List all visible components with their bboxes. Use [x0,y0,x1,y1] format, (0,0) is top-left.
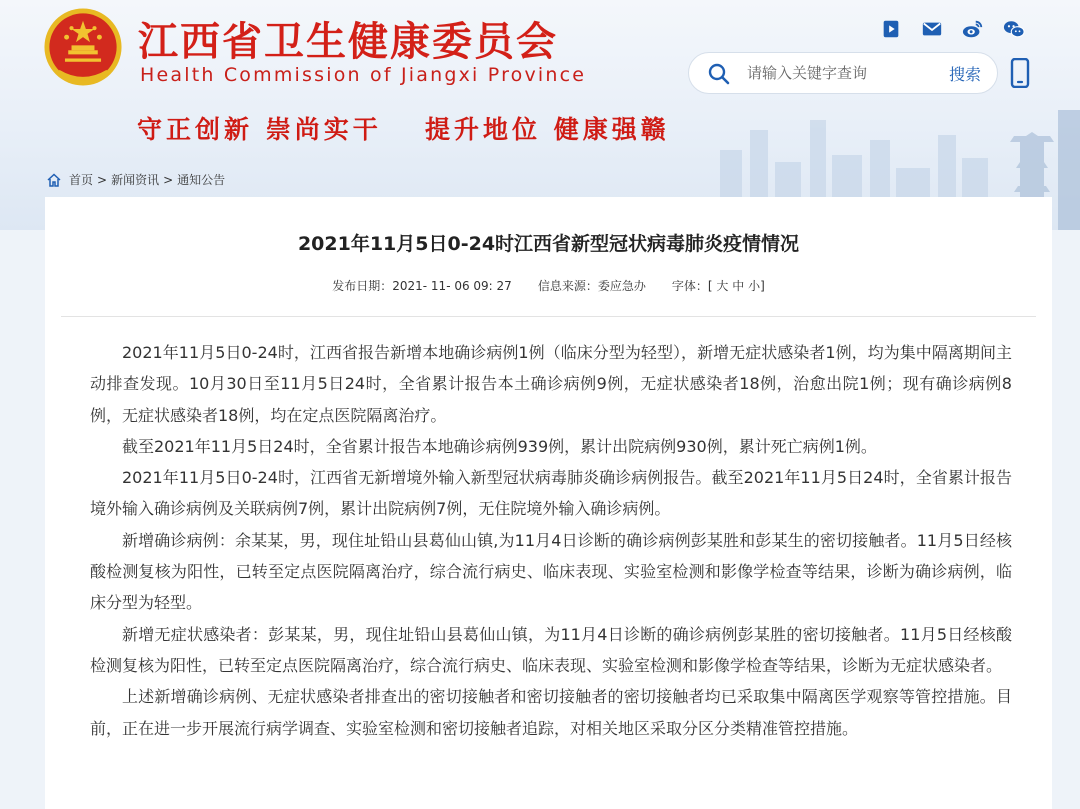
article-paragraph: 2021年11月5日0-24时，江西省无新增境外输入新型冠状病毒肺炎确诊病例报告。截至2021年11月5日24时，全省累计报告境外输入确诊病例及关联病例7例，累计出院病例7例，无住院境外输入确诊病例。 [90,468,1012,519]
article-paragraph: 上述新增确诊病例、无症状感染者排查出的密切接触者和密切接触者的密切接触者均已采取集中隔离医学观察等管控措施。目前，正在进一步开展流行病学调查、实验室检测和密切接触者追踪，对相关地区采取分区分类精准管控措施。 [90,687,1012,738]
article-card [45,197,1052,809]
article-paragraph: 截至2021年11月5日24时，全省累计报告本地确诊病例939例，累计出院病例930例，累计死亡病例1例。 [122,436,877,456]
breadcrumb-separator: > [163,172,174,187]
article-paragraph: 新增确诊病例：余某某，男，现住址铅山县葛仙山镇,为11月4日诊断的确诊病例彭某胜和彭某生的密切接触者。11月5日经核酸检测复核为阳性，已转至定点医院隔离治疗，综合流行病史、临床表现、实验室检测和影像学检查等结果，诊断为确诊病例，临床分型为轻型。 [90,530,1012,613]
source-value: 委应急办 [597,279,646,293]
slogan-right: 提升地位 健康强赣 [425,115,670,144]
search-button[interactable]: 搜索 [939,60,991,86]
top-icon-bar [880,18,1025,40]
breadcrumb-news[interactable]: 新闻资讯 [111,173,160,187]
national-emblem-icon [42,6,124,88]
font-small-link[interactable]: 小 [748,279,761,293]
article-paragraph: 新增无症状感染者：彭某某，男，现住址铅山县葛仙山镇，为11月4日诊断的确诊病例彭某胜的密切接触者。11月5日经核酸检测复核为阳性，已转至定点医院隔离治疗，综合流行病史、临床表现、实验室检测和影像学检查等结果，诊断为无症状感染者。 [90,624,1012,675]
slogan-left: 守正创新 崇尚实干 [137,115,382,144]
font-medium-link[interactable]: 中 [732,279,745,293]
video-icon[interactable] [880,18,902,40]
title-divider [61,316,1036,317]
search-box [688,52,998,94]
site-title: 江西省卫生健康委员会 [138,18,558,65]
article-meta [45,277,1052,294]
breadcrumb-separator: > [97,172,108,187]
weibo-icon[interactable] [962,18,984,40]
mobile-icon[interactable] [1010,58,1030,88]
font-size-label: 字体： [671,279,708,293]
font-bracket-close: ] [760,279,765,293]
search-input[interactable] [747,61,927,85]
article-paragraph: 2021年11月5日0-24时，江西省报告新增本地确诊病例1例（临床分型为轻型），新增无症状感染者1例，均为集中隔离期间主动排查发现。10月30日至11月5日24时，全省累计报告本土确诊病例9例，无症状感染者18例，治愈出院1例；现有确诊病例8例，无症状感染者18例，均在定点医院隔离治疗。 [90,343,1012,425]
source-label: 信息来源： [537,279,598,293]
article-body [90,337,1012,744]
breadcrumb-home[interactable]: 首页 [69,173,94,187]
home-icon [46,172,62,188]
publish-date: 2021- 11- 06 09: 27 [392,279,512,293]
wechat-icon[interactable] [1003,18,1025,40]
font-bracket-open: [ [707,279,713,293]
article-title: 2021年11月5日0-24时江西省新型冠状病毒肺炎疫情情况 [297,233,800,255]
site-subtitle: Health Commission of Jiangxi Province [140,64,587,86]
mail-icon[interactable] [921,18,943,40]
font-large-link[interactable]: 大 [716,279,729,293]
publish-date-label: 发布日期： [332,279,393,293]
search-icon[interactable] [707,62,731,86]
breadcrumb [46,171,225,188]
breadcrumb-notices[interactable]: 通知公告 [177,173,226,187]
